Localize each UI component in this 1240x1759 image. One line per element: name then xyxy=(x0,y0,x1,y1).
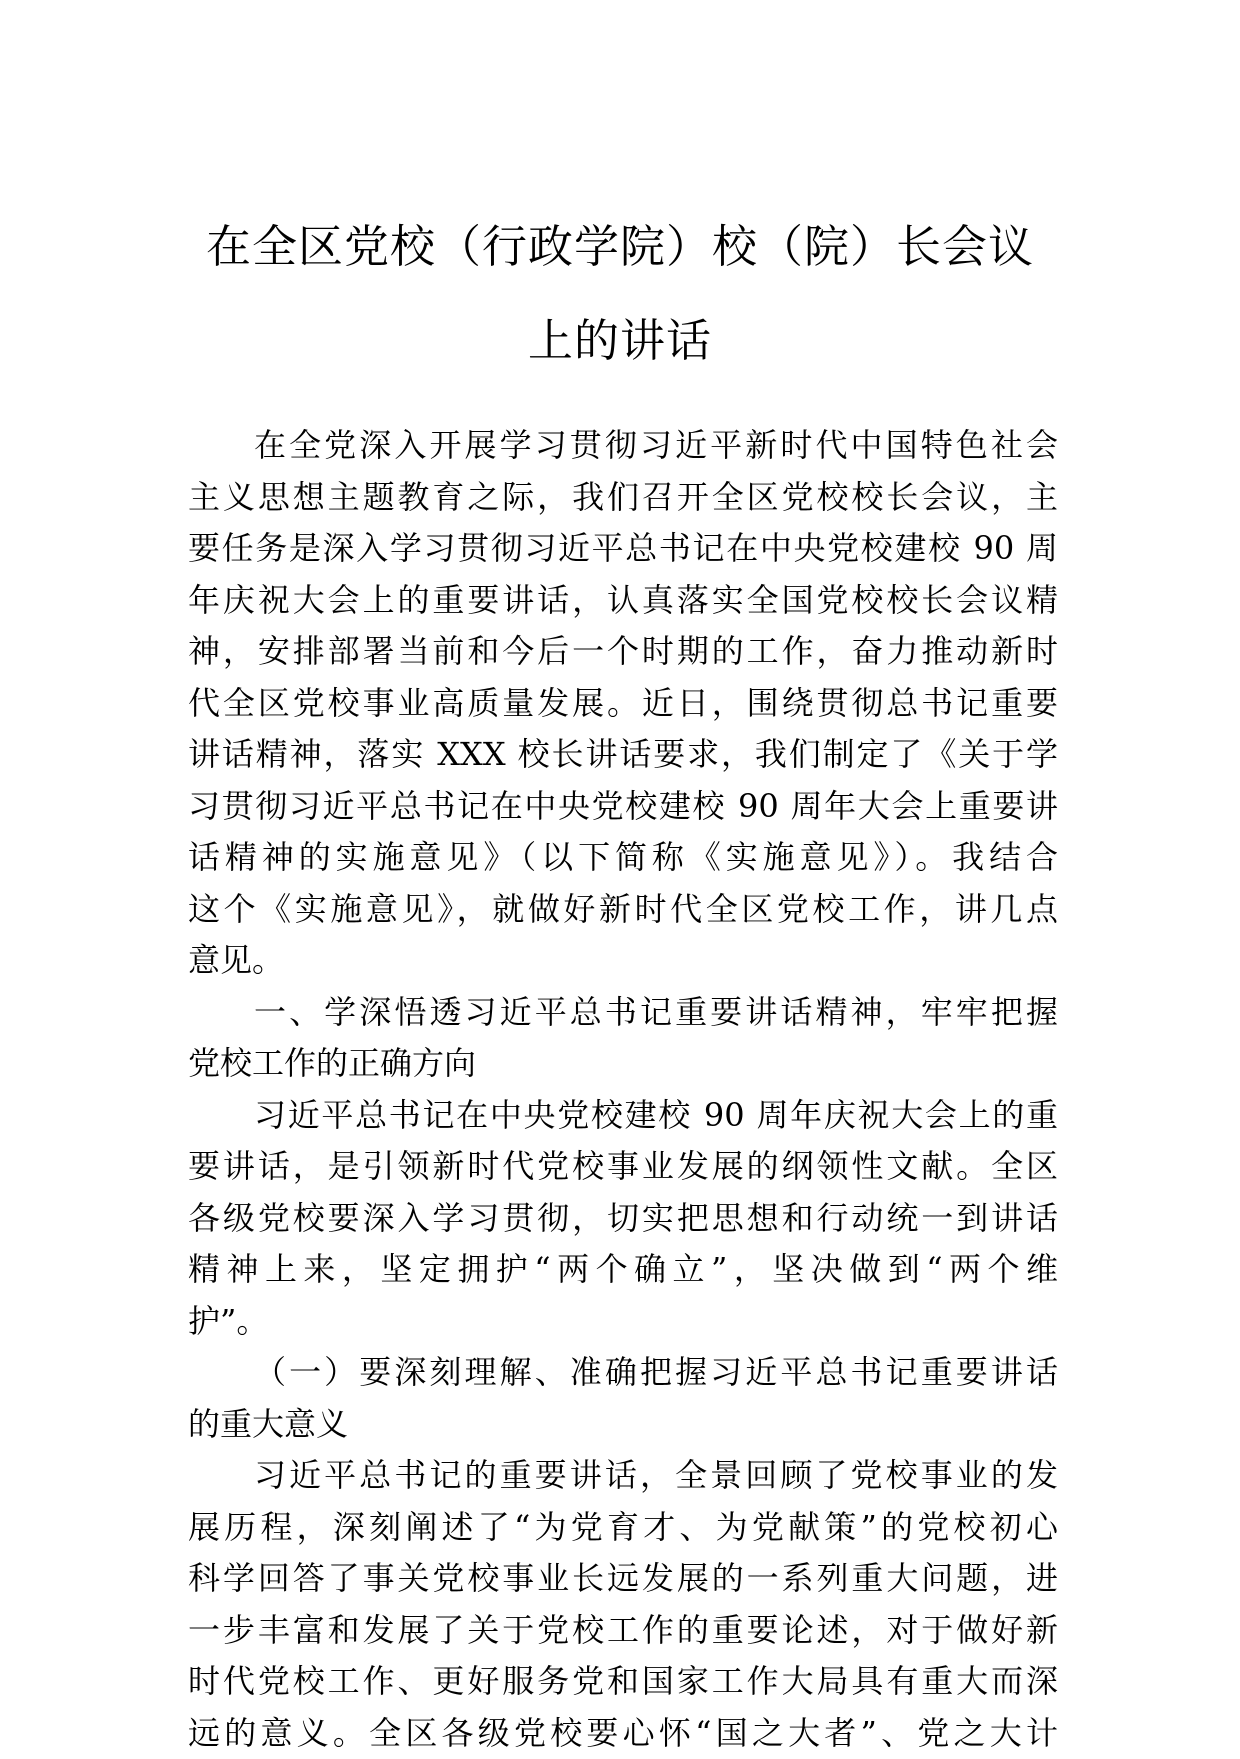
subsection-heading-1-line-1: （一）要深刻理解、准确把握习近平总书记重要讲话 xyxy=(188,1347,1058,1399)
paragraph-1-line-7: 讲话精神，落实 XXX 校长讲话要求，我们制定了《关于学 xyxy=(188,729,1058,781)
paragraph-1-line-6: 代全区党校事业高质量发展。近日，围绕贯彻总书记重要 xyxy=(188,678,1058,730)
title-line-1: 在全区党校（行政学院）校（院）长会议 xyxy=(150,200,1090,294)
paragraph-1-line-2: 主义思想主题教育之际，我们召开全区党校校长会议，主 xyxy=(188,472,1058,524)
paragraph-3-line-5: 时代党校工作、更好服务党和国家工作大局具有重大而深 xyxy=(188,1656,1058,1708)
paragraph-3-line-6: 远的意义。全区各级党校要心怀“国之大者”、党之大计 xyxy=(188,1708,1058,1759)
paragraph-1-line-8: 习贯彻习近平总书记在中央党校建校 90 周年大会上重要讲 xyxy=(188,781,1058,833)
paragraph-1-line-4: 年庆祝大会上的重要讲话，认真落实全国党校校长会议精 xyxy=(188,575,1058,627)
paragraph-1-line-3: 要任务是深入学习贯彻习近平总书记在中央党校建校 90 周 xyxy=(188,523,1058,575)
paragraph-1-line-10: 这个《实施意见》，就做好新时代全区党校工作，讲几点 xyxy=(188,884,1058,936)
paragraph-3-line-2: 展历程，深刻阐述了“为党育才、为党献策”的党校初心 xyxy=(188,1502,1058,1554)
section-heading-1-line-1: 一、学深悟透习近平总书记重要讲话精神，牢牢把握 xyxy=(188,987,1058,1039)
paragraph-2-line-3: 各级党校要深入学习贯彻，切实把思想和行动统一到讲话 xyxy=(188,1193,1058,1245)
document-title xyxy=(150,200,1090,388)
paragraph-2-line-5: 护”。 xyxy=(188,1296,1058,1348)
section-heading-1-line-2: 党校工作的正确方向 xyxy=(188,1038,1058,1090)
document-body xyxy=(188,420,1058,1759)
paragraph-1-line-11: 意见。 xyxy=(188,935,1058,987)
paragraph-3-line-3: 科学回答了事关党校事业长远发展的一系列重大问题，进 xyxy=(188,1553,1058,1605)
paragraph-3-line-4: 一步丰富和发展了关于党校工作的重要论述，对于做好新 xyxy=(188,1605,1058,1657)
paragraph-2-line-4: 精神上来，坚定拥护“两个确立”，坚决做到“两个维 xyxy=(188,1244,1058,1296)
title-line-2: 上的讲话 xyxy=(150,294,1090,388)
paragraph-2-line-1: 习近平总书记在中央党校建校 90 周年庆祝大会上的重 xyxy=(188,1090,1058,1142)
paragraph-1-line-5: 神，安排部署当前和今后一个时期的工作，奋力推动新时 xyxy=(188,626,1058,678)
paragraph-2-line-2: 要讲话，是引领新时代党校事业发展的纲领性文献。全区 xyxy=(188,1141,1058,1193)
subsection-heading-1-line-2: 的重大意义 xyxy=(188,1399,1058,1451)
paragraph-1-line-1: 在全党深入开展学习贯彻习近平新时代中国特色社会 xyxy=(188,420,1058,472)
paragraph-1-line-9: 话精神的实施意见》（以下简称《实施意见》）。我结合 xyxy=(188,832,1058,884)
paragraph-3-line-1: 习近平总书记的重要讲话，全景回顾了党校事业的发 xyxy=(188,1450,1058,1502)
